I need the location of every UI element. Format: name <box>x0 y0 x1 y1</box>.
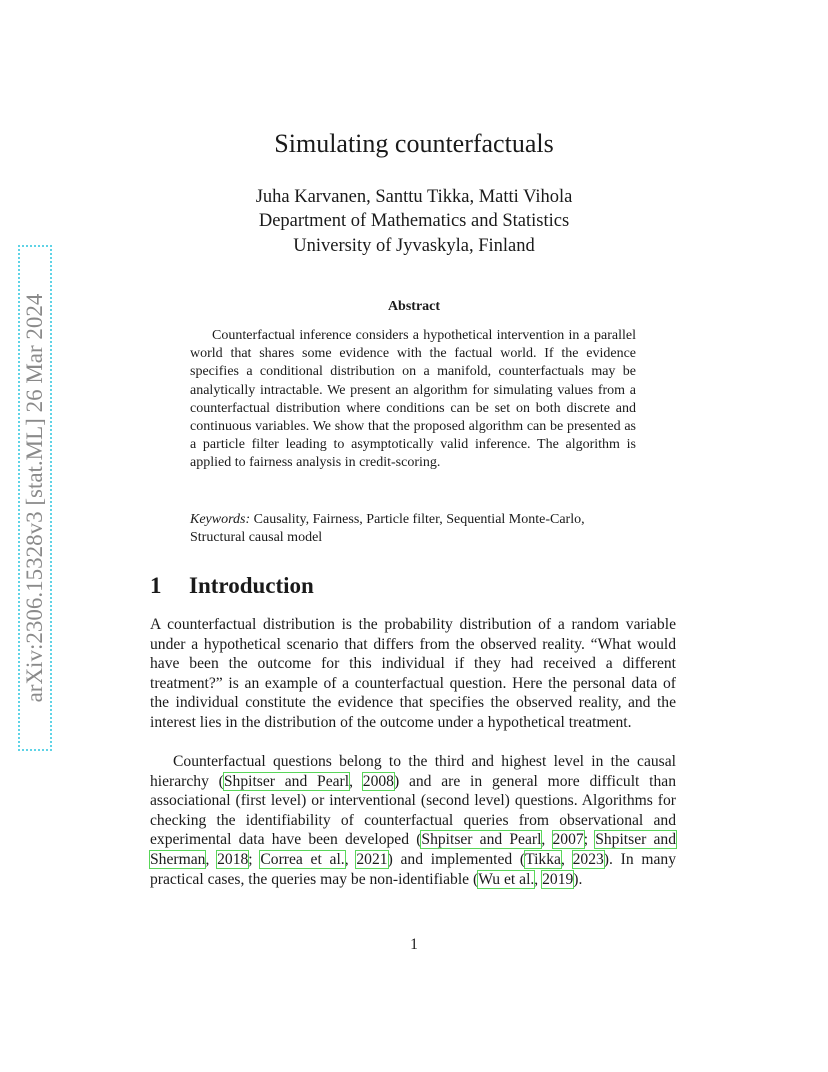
page-number: 1 <box>410 936 418 953</box>
intro-paragraph-2 <box>150 752 676 889</box>
text-run: ) and implemented ( <box>387 850 526 868</box>
abstract-heading: Abstract <box>387 299 441 314</box>
author-university: University of Jyvaskyla, Finland <box>293 236 535 256</box>
citation-link[interactable]: 2007 <box>552 831 584 849</box>
author-names: Juha Karvanen, Santtu Tikka, Matti Vihola <box>255 187 573 207</box>
author-department: Department of Mathematics and Statistics <box>258 211 570 231</box>
citation-link[interactable]: Shpitser and Sherman <box>150 831 677 868</box>
citation-link[interactable]: Wu et al. <box>478 870 535 888</box>
text-run: ) and are in general more difficult than associational (first level) or interventional (second level) questions. Algorithms for checking the identifiability of counterfactual queries from observational and experimental data have been developed ( <box>150 772 677 849</box>
arxiv-identifier[interactable]: arXiv:2306.15328v3 [stat.ML] 26 Mar 2024 <box>22 293 47 703</box>
citation-link[interactable]: 2019 <box>542 870 574 888</box>
text-run: ). <box>573 870 583 888</box>
citation-link[interactable]: Shpitser and Pearl <box>421 831 542 849</box>
keywords <box>190 511 636 547</box>
section-title: Introduction <box>189 573 314 598</box>
citation-link[interactable]: 2023 <box>572 850 604 868</box>
text-run: , <box>560 850 573 868</box>
citation-link[interactable]: 2021 <box>356 850 388 868</box>
text-run: Counterfactual questions belong to the third and highest level in the causal hierarchy ( <box>150 753 676 790</box>
keywords-label: Keywords: <box>190 512 251 527</box>
citation-link[interactable]: Tikka <box>525 850 561 868</box>
paper-title: Simulating counterfactuals <box>274 129 554 158</box>
abstract-body: Counterfactual inference considers a hypothetical intervention in a parallel world that shares some evidence with the factual world. If the evidence specifies a conditional distribution on a manifold, counterfactuals may be analytically intractable. We present an algorithm for simulating values from a counterfactual distribution where conditions can be set on both discrete and continuous variables. We show that the proposed algorithm can be presented as a particle filter leading to asymptotically valid inference. The algorithm is applied to fairness analysis in credit-scoring. <box>190 328 636 471</box>
citation-link[interactable]: Correa et al. <box>260 850 345 868</box>
citation-link[interactable]: 2008 <box>362 772 394 790</box>
keywords-text: Causality, Fairness, Particle filter, Sequential Monte-Carlo, Structural causal model <box>190 512 585 546</box>
text-run: ; <box>248 850 261 868</box>
text-run: , <box>534 870 543 888</box>
text-run: , <box>205 850 218 868</box>
text-run: ). In many practical cases, the queries may be non-identifiable ( <box>150 850 677 888</box>
section-heading-introduction <box>150 573 314 599</box>
section-number: 1 <box>150 573 162 598</box>
intro-paragraph-1: A counterfactual distribution is the probability distribution of a random variable under a hypothetical scenario that differs from the observed reality. “What would have been the outcome for this individual if they had received a different treatment?” is an example of a counterfactual question. Here the personal data of the individual constitute the evidence that specifies the observed reality, and the interest lies in the distribution of the outcome under a hypothetical treatment. <box>150 616 676 731</box>
text-run: , <box>541 831 553 849</box>
text-run: , <box>344 850 357 868</box>
citation-link[interactable]: Shpitser and Pearl <box>223 772 350 790</box>
text-run: ; <box>583 831 596 849</box>
text-run: , <box>349 772 363 790</box>
citation-link[interactable]: 2018 <box>217 850 249 868</box>
